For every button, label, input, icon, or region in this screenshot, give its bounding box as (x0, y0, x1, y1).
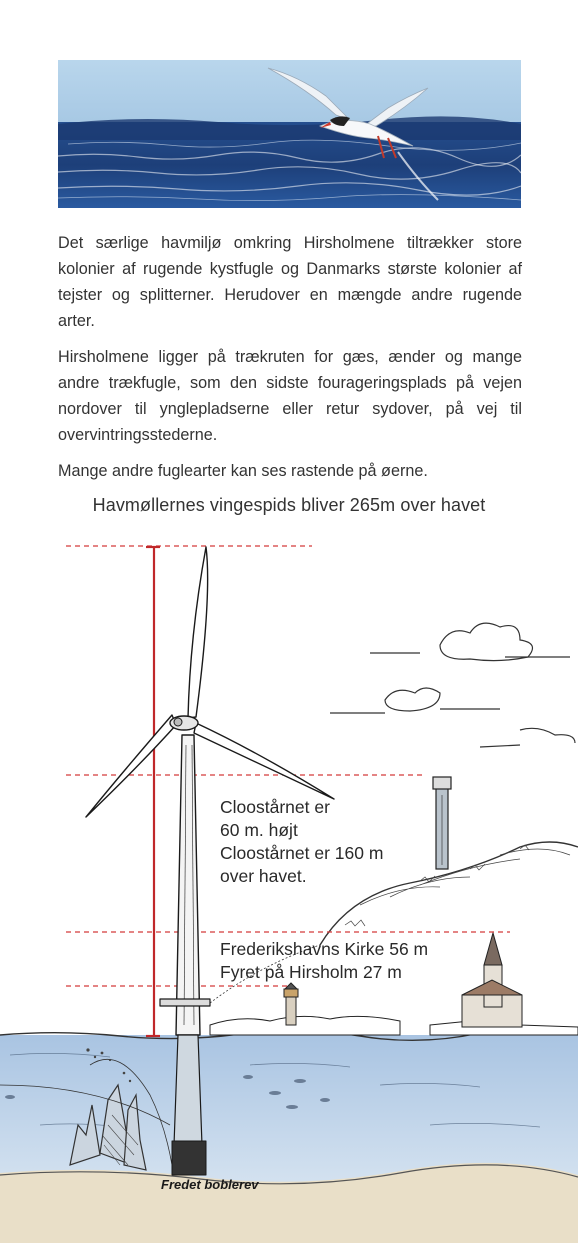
caption-boblerev: Fredet boblerev (161, 1177, 259, 1192)
label-cloostarnet-4: over havet. (220, 866, 307, 886)
cloostarnet-tower (433, 777, 451, 869)
label-cloostarnet-3: Cloostårnet er 160 m (220, 843, 384, 863)
paragraph-3: Mange andre fuglearter kan ses rastende på øerne. (58, 462, 428, 480)
fyret-lighthouse (284, 983, 298, 1025)
label-fyret: Fyret på Hirsholm 27 m (220, 962, 402, 982)
label-cloostarnet-1: Cloostårnet er (220, 797, 330, 817)
paragraph-1: Det særlige havmiljø omkring Hirsholmene tiltrækker store kolonier af rugende kystfugle og Danmarks største kolonier af tejster og splitterner. Herudover en mængde andre rugende arter. (58, 234, 522, 330)
label-cloostarnet-2: 60 m. højt (220, 820, 298, 840)
sea-area (0, 1035, 578, 1185)
label-kirke: Frederikshavns Kirke 56 m (220, 939, 429, 959)
paragraph-2: Hirsholmene ligger på trækruten for gæs, ænder og mange andre trækfugle, som den sidste fourageringsplads på vejen nordover til ynglepladserne eller retur sydover, på vej til overvintringsstederne. (58, 348, 522, 444)
body-text (58, 230, 522, 494)
clouds (330, 623, 575, 747)
shoreline (210, 1016, 578, 1035)
tern-photo (58, 60, 521, 208)
diagram-title: Havmøllernes vingespids bliver 265m over havet (92, 495, 486, 515)
height-bar (146, 547, 160, 1036)
